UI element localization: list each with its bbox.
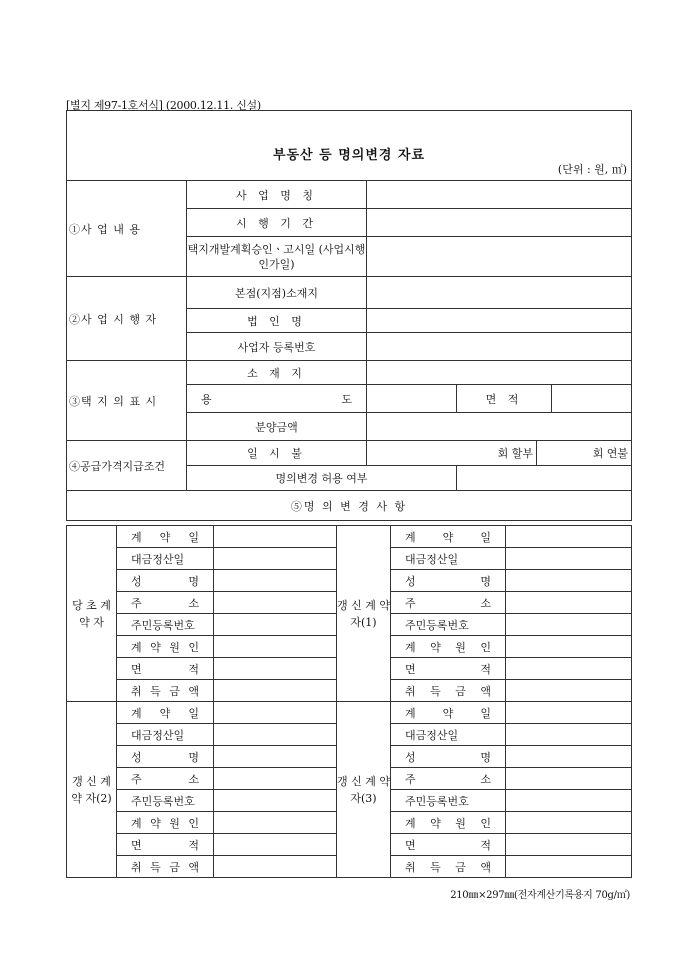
renewed-contractor-3-field-label-3: 주 소 [391,768,506,790]
renewed-contractor-2-field-label-6: 면 적 [117,834,214,856]
original-contractor-field-2[interactable] [214,570,337,592]
installment-field[interactable]: 회 할부 [367,441,537,466]
renewed-contractor-3-field-0[interactable] [506,702,632,724]
original-contractor-field-label-5: 계 약 원 인 [117,636,214,658]
renewed-contractor-1-field-label-5: 계 약 원 인 [391,636,506,658]
form-number-note: [별지 제97-1호서식] (2000.12.11. 신설) [66,99,261,112]
business-info-table [66,110,632,521]
renewed-contractor-2-field-label-3: 주 소 [117,768,214,790]
renewed-contractor-1-field-1[interactable] [506,548,632,570]
renewed-contractor-2-field-6[interactable] [214,834,337,856]
original-contractor-field-label-4: 주민등록번호 [117,614,214,636]
renewed-contractor-2-field-7[interactable] [214,856,337,878]
approval-date-field[interactable] [367,237,632,277]
original-contractor-field-7[interactable] [214,680,337,702]
renewed-contractor-2-field-4[interactable] [214,790,337,812]
sale-amount-field[interactable] [367,413,632,441]
original-contractor-field-label-2: 성 명 [117,570,214,592]
area-field[interactable] [552,385,632,413]
renewed-contractor-2-field-label-5: 계 약 원 인 [117,812,214,834]
original-contractor-field-6[interactable] [214,658,337,680]
renewed-contractor-3-field-label-2: 성 명 [391,746,506,768]
original-contractor-field-5[interactable] [214,636,337,658]
paper-spec-note: 210㎜×297㎜(전자계산기록용지 70g/㎡) [450,890,630,901]
renewed-contractor-3-field-1[interactable] [506,724,632,746]
location-label: 소 재 지 [187,361,367,385]
section5-label: ⑤명 의 변 경 사 항 [67,491,632,521]
original-contractor-field-0[interactable] [214,526,337,548]
original-contractor-field-label-3: 주 소 [117,592,214,614]
location-field[interactable] [367,361,632,385]
unit-note: (단위 : 원, ㎡) [557,163,628,176]
renewed-contractor-1-field-label-6: 면 적 [391,658,506,680]
name-change-table [66,525,632,878]
renewed-contractor-2-field-label-0: 계 약 일 [117,702,214,724]
transfer-allowed-label: 명의변경 허용 여부 [187,466,457,491]
renewed-contractor-1-field-label-3: 주 소 [391,592,506,614]
original-contractor-field-1[interactable] [214,548,337,570]
renewed-contractor-2-field-2[interactable] [214,746,337,768]
renewed-contractor-1-field-3[interactable] [506,592,632,614]
renewed-contractor-2-field-1[interactable] [214,724,337,746]
renewed-contractor-3-field-label-0: 계 약 일 [391,702,506,724]
renewed-contractor-3-field-label-5: 계 약 원 인 [391,812,506,834]
business-name-field[interactable] [367,181,632,209]
original-contractor-field-label-1: 대금정산일 [117,548,214,570]
title-cell [67,111,632,181]
renewed-contractor-2-field-5[interactable] [214,812,337,834]
renewed-contractor-3-field-5[interactable] [506,812,632,834]
renewed-contractor-2-field-0[interactable] [214,702,337,724]
transfer-allowed-field[interactable] [457,466,632,491]
renewed-contractor-3-field-6[interactable] [506,834,632,856]
area-label: 면 적 [457,385,552,413]
original-contractor-field-3[interactable] [214,592,337,614]
biz-reg-number-label: 사업자 등록번호 [187,333,367,361]
renewed-contractor-3-field-3[interactable] [506,768,632,790]
page-title: 부동산 등 명의변경 자료 [272,148,426,163]
section1-label: ①사 업 내 용 [67,181,187,277]
renewed-contractor-3-label: 갱 신 계 약 자(3) [337,702,391,878]
corp-name-field[interactable] [367,309,632,333]
lump-sum-label: 일 시 불 [187,441,367,466]
annual-field[interactable]: 회 연불 [537,441,632,466]
usage-field[interactable] [367,385,457,413]
renewed-contractor-1-field-label-4: 주민등록번호 [391,614,506,636]
section4-label: ④공급가격지급조건 [67,441,187,491]
renewed-contractor-1-field-5[interactable] [506,636,632,658]
renewed-contractor-3-field-4[interactable] [506,790,632,812]
renewed-contractor-3-field-label-6: 면 적 [391,834,506,856]
hq-address-label: 본점(지점)소재지 [187,277,367,309]
renewed-contractor-1-field-label-7: 취 득 금 액 [391,680,506,702]
original-contractor-label: 당 초 계 약 자 [67,526,117,702]
business-name-label: 사 업 명 칭 [187,181,367,209]
approval-date-label: 택지개발계획승인ㆍ고시일 (사업시행인가일) [187,237,367,277]
section3-label: ③택 지 의 표 시 [67,361,187,441]
original-contractor-field-label-7: 취 득 금 액 [117,680,214,702]
sale-amount-label: 분양금액 [187,413,367,441]
renewed-contractor-3-field-7[interactable] [506,856,632,878]
period-field[interactable] [367,209,632,237]
renewed-contractor-1-field-7[interactable] [506,680,632,702]
corp-name-label: 법 인 명 [187,309,367,333]
renewed-contractor-3-field-label-4: 주민등록번호 [391,790,506,812]
renewed-contractor-1-field-6[interactable] [506,658,632,680]
renewed-contractor-2-label: 갱 신 계 약 자(2) [67,702,117,878]
original-contractor-field-label-6: 면 적 [117,658,214,680]
renewed-contractor-3-field-label-1: 대금정산일 [391,724,506,746]
original-contractor-field-label-0: 계 약 일 [117,526,214,548]
usage-label: 용 도 [187,385,367,413]
renewed-contractor-1-label: 갱 신 계 약 자(1) [337,526,391,702]
original-contractor-field-4[interactable] [214,614,337,636]
renewed-contractor-2-field-3[interactable] [214,768,337,790]
renewed-contractor-3-field-2[interactable] [506,746,632,768]
renewed-contractor-2-field-label-7: 취 득 금 액 [117,856,214,878]
hq-address-field[interactable] [367,277,632,309]
renewed-contractor-1-field-label-1: 대금정산일 [391,548,506,570]
renewed-contractor-1-field-label-0: 계 약 일 [391,526,506,548]
renewed-contractor-2-field-label-2: 성 명 [117,746,214,768]
renewed-contractor-1-field-0[interactable] [506,526,632,548]
renewed-contractor-1-field-2[interactable] [506,570,632,592]
renewed-contractor-3-field-label-7: 취 득 금 액 [391,856,506,878]
section2-label: ②사 업 시 행 자 [67,277,187,361]
renewed-contractor-2-field-label-1: 대금정산일 [117,724,214,746]
biz-reg-number-field[interactable] [367,333,632,361]
renewed-contractor-2-field-label-4: 주민등록번호 [117,790,214,812]
renewed-contractor-1-field-4[interactable] [506,614,632,636]
renewed-contractor-1-field-label-2: 성 명 [391,570,506,592]
period-label: 시 행 기 간 [187,209,367,237]
